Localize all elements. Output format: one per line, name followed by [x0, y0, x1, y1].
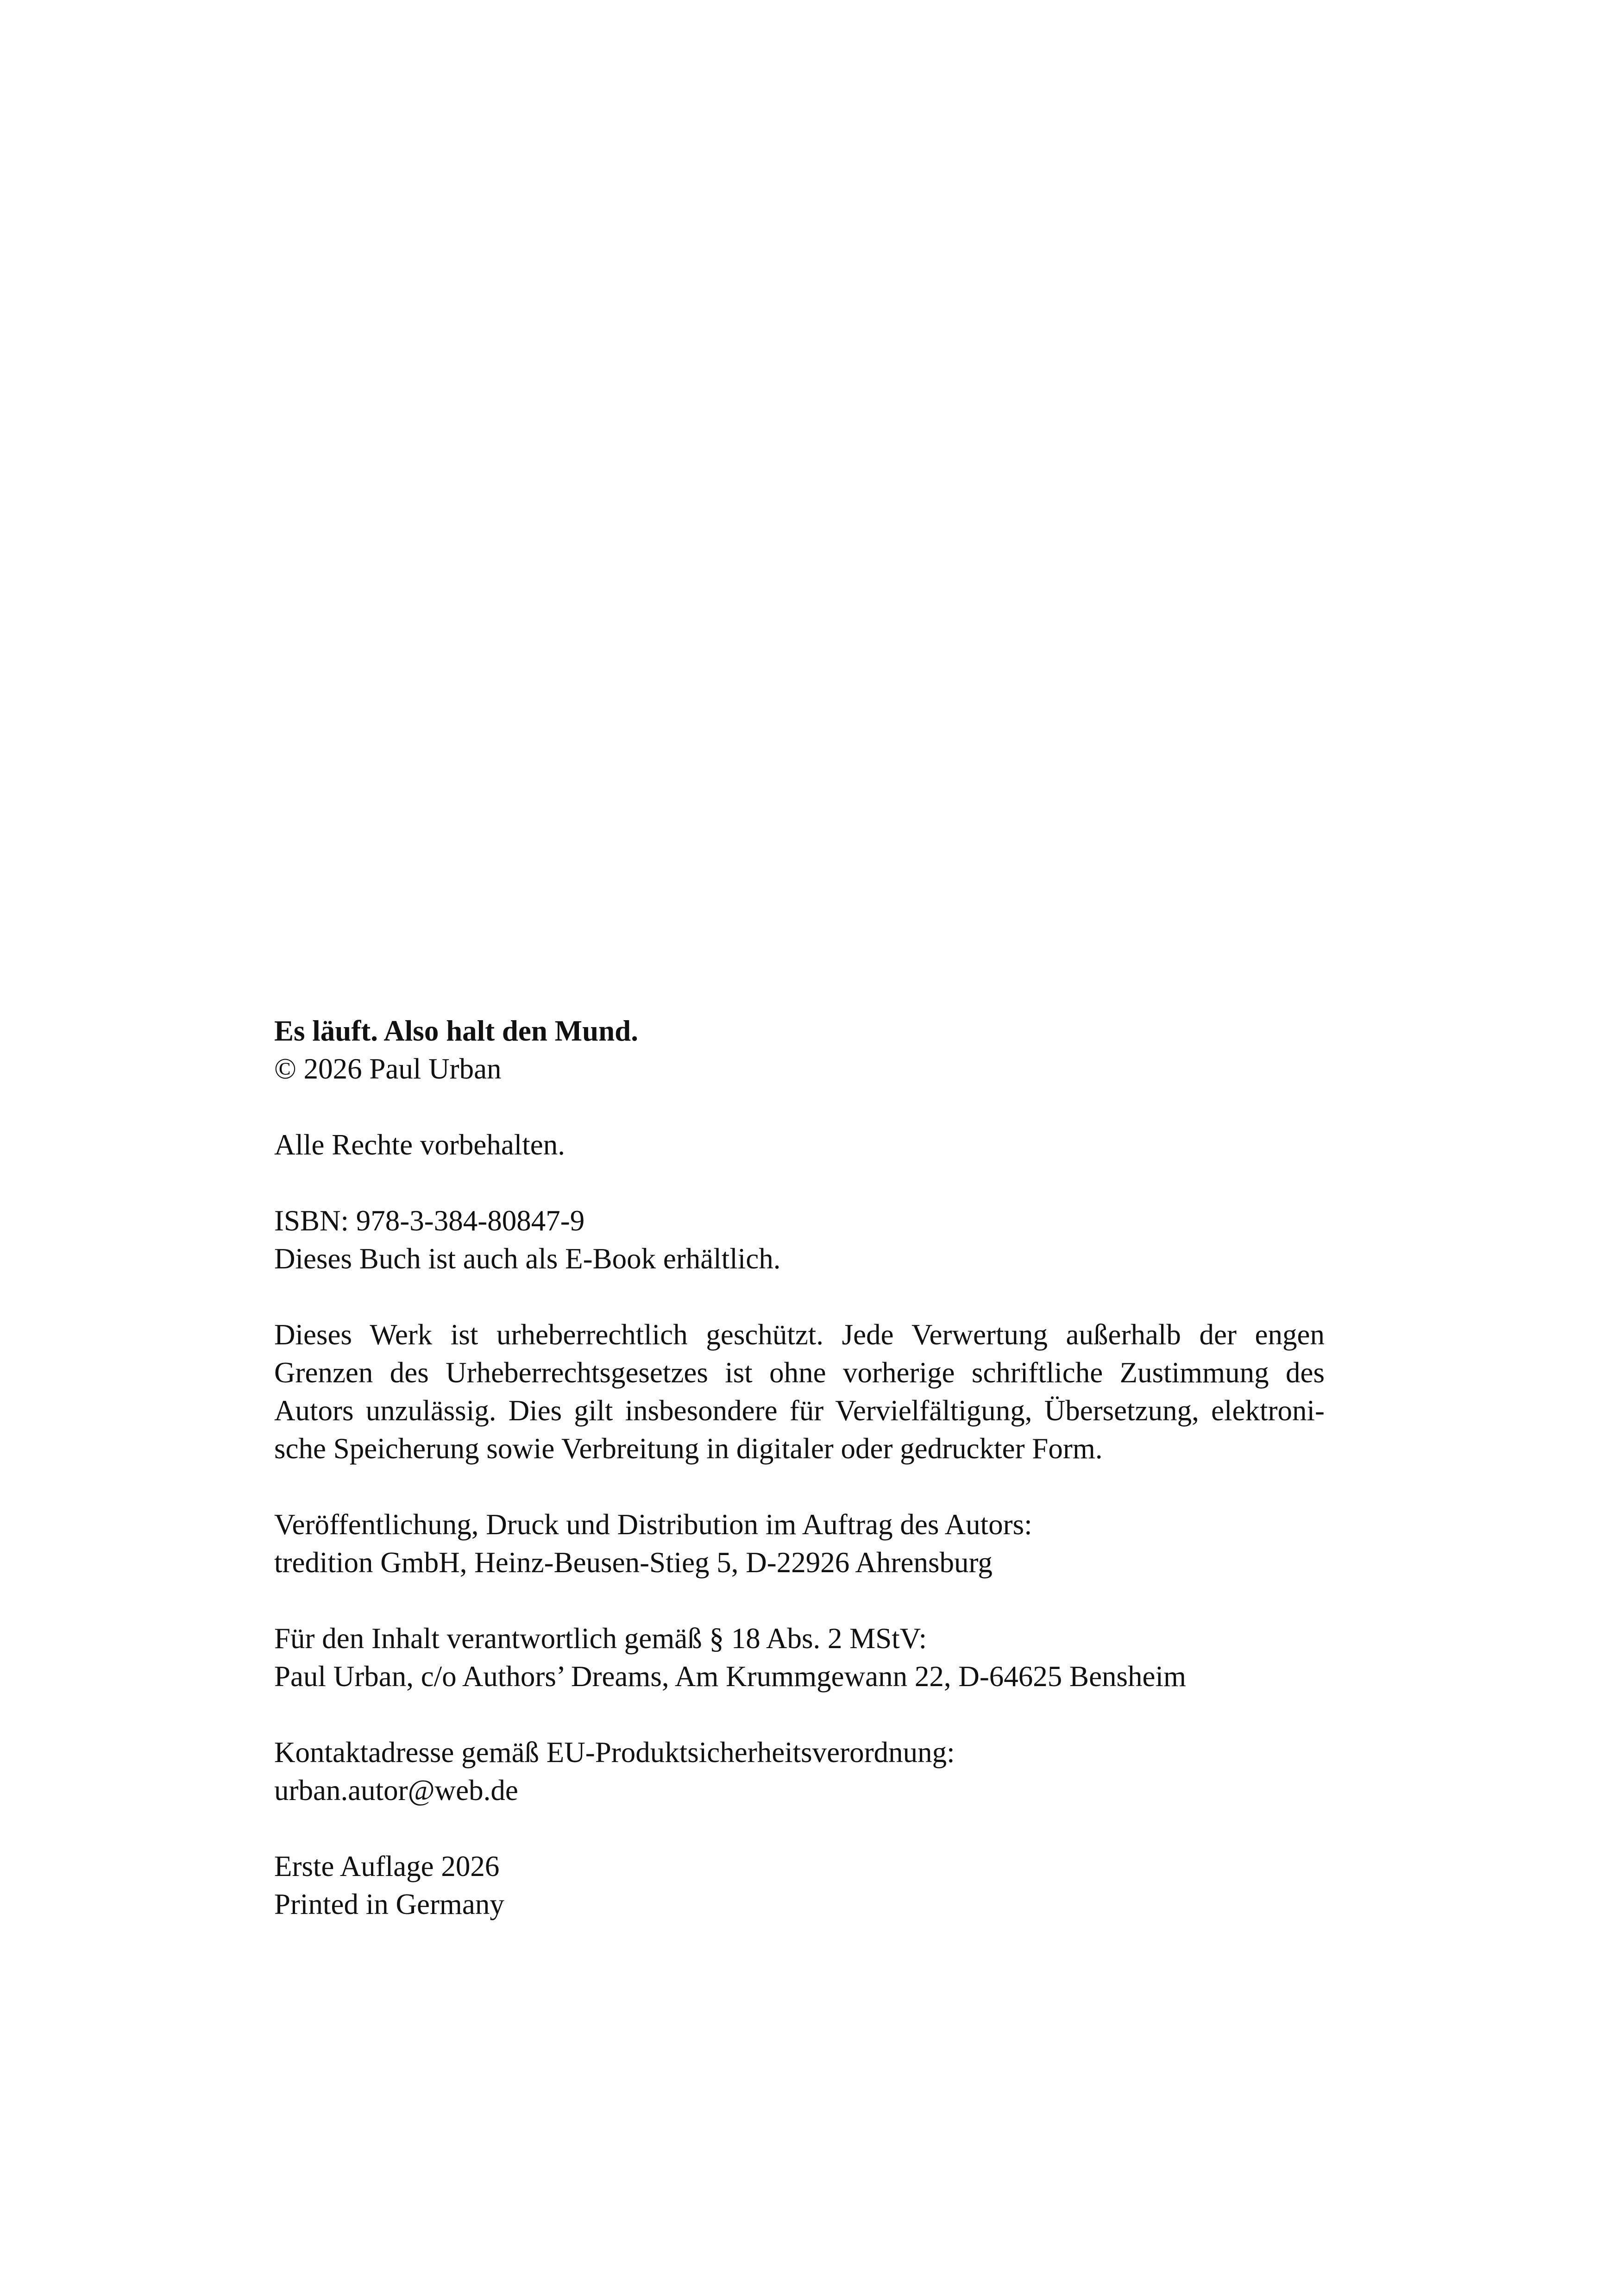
responsible-label: Für den Inhalt verantwortlich gemäß § 18 Abs. 2 MStV:: [274, 1622, 927, 1655]
spacer: [274, 1695, 1325, 1733]
spacer: [274, 1278, 1325, 1316]
publication-label: Veröffentlichung, Druck und Distribution im Auftrag des Autors:: [274, 1508, 1032, 1541]
rights-line: Alle Rechte vorbehalten.: [274, 1129, 565, 1161]
legal-line-1: Dieses Werk ist urheberrechtlich geschützt. Jede Verwertung außerhalb der engen: [274, 1318, 1325, 1351]
contact-email: urban.autor@web.de: [274, 1774, 518, 1807]
imprint-block: [274, 1012, 1325, 1923]
spacer: [274, 1164, 1325, 1202]
spacer: [274, 1581, 1325, 1619]
contact-label: Kontaktadresse gemäß EU-Produktsicherheitsverordnung:: [274, 1736, 955, 1769]
spacer: [274, 1809, 1325, 1847]
book-title: Es läuft. Also halt den Mund.: [274, 1015, 638, 1047]
legal-line-2: Grenzen des Urheberrechtsgesetzes ist ohne vorherige schriftliche Zustimmung des: [274, 1356, 1325, 1389]
publisher-address: tredition GmbH, Heinz-Beusen-Stieg 5, D-22926 Ahrensburg: [274, 1546, 993, 1579]
legal-line-4: sche Speicherung sowie Verbreitung in digitaler oder gedruckter Form.: [274, 1432, 1103, 1465]
isbn-line: ISBN: 978-3-384-80847-9: [274, 1204, 585, 1237]
copyright-line: © 2026 Paul Urban: [274, 1053, 502, 1085]
ebook-note: Dieses Buch ist auch als E-Book erhältlich.: [274, 1242, 781, 1275]
legal-line-3: Autors unzulässig. Dies gilt insbesondere für Vervielfältigung, Übersetzung, elektroni-: [274, 1394, 1325, 1427]
responsible-address: Paul Urban, c/o Authors’ Dreams, Am Krummgewann 22, D-64625 Bensheim: [274, 1660, 1187, 1693]
printed-line: Printed in Germany: [274, 1888, 504, 1920]
spacer: [274, 1088, 1325, 1126]
spacer: [274, 1468, 1325, 1506]
edition-line: Erste Auflage 2026: [274, 1850, 500, 1882]
